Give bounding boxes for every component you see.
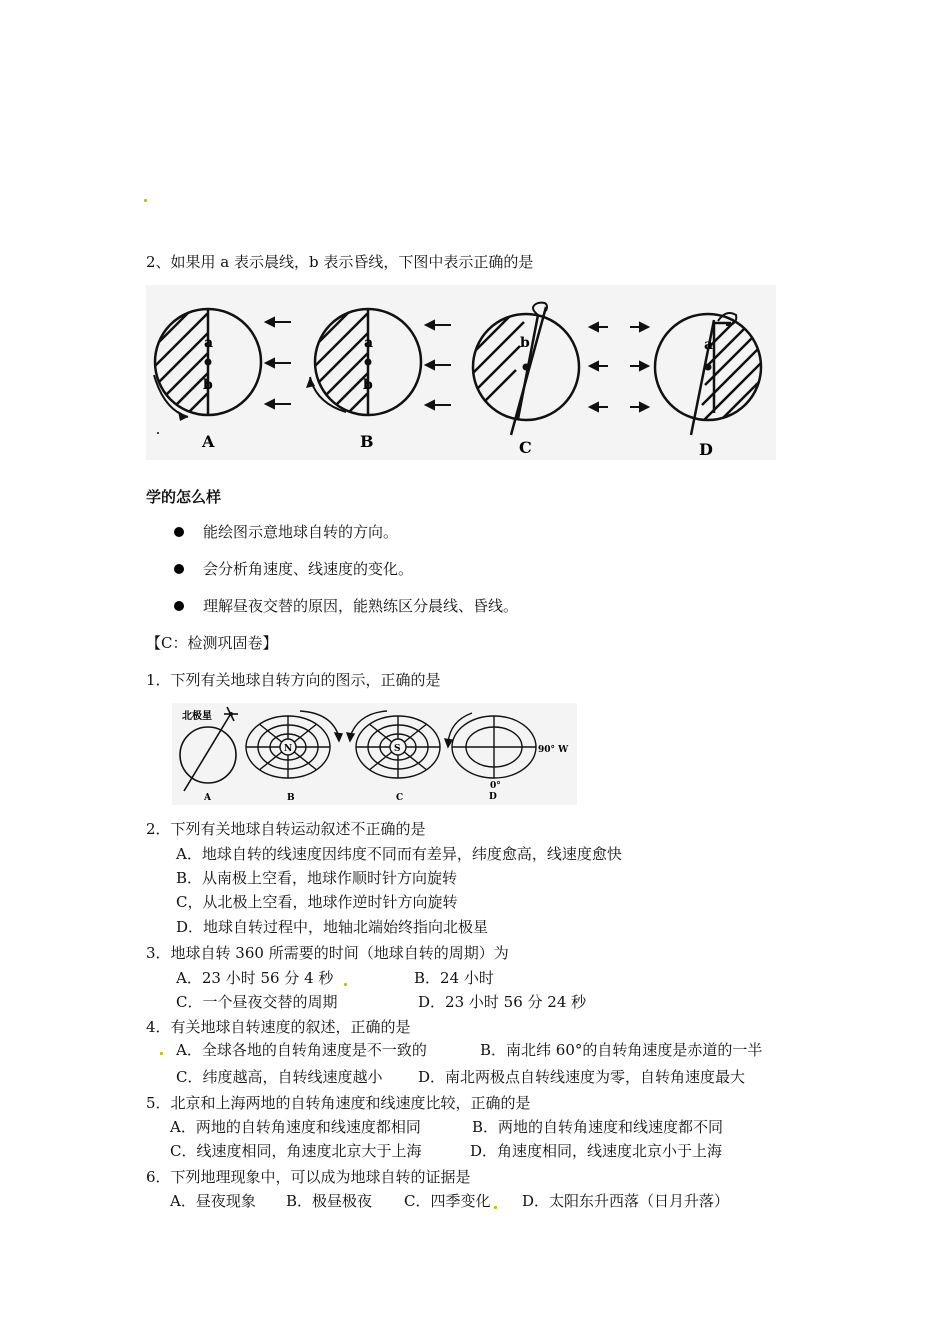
q6-option-c: C．四季变化: [404, 1192, 491, 1210]
stray-mark: [160, 1052, 163, 1055]
q2-option-b: B．从南极上空看，地球作顺时针方向旋转: [176, 869, 458, 887]
q2-header: 2、如果用 a 表示晨线，b 表示昏线，下图中表示正确的是: [146, 253, 534, 271]
bullet-icon: [174, 564, 184, 574]
q3-option-c: C．一个昼夜交替的周期: [176, 993, 338, 1011]
q2-option-d: D．地球自转过程中，地轴北端始终指向北极星: [176, 918, 489, 936]
q5-option-c: C．线速度相同，角速度北京大于上海: [170, 1142, 422, 1160]
rotation-label-a: A: [204, 793, 211, 803]
rotation-label-d: D: [489, 792, 497, 802]
bullet-item: 能绘图示意地球自转的方向。: [203, 523, 399, 541]
rotation-label-c: C: [396, 793, 404, 803]
section-c-title: 【C：检测巩固卷】: [146, 634, 278, 652]
q2-option-c: C，从北极上空看，地球作逆时针方向旋转: [176, 893, 458, 911]
label-a-point: a: [204, 335, 214, 351]
q3-option-b: B．24 小时: [414, 969, 494, 987]
q6-option-b: B．极昼极夜: [286, 1192, 373, 1210]
q4-option-a: A．全球各地的自转角速度是不一致的: [176, 1041, 427, 1059]
q2-stem: 2．下列有关地球自转运动叙述不正确的是: [146, 820, 426, 838]
north-pole-label: N: [284, 744, 293, 754]
q3-option-a: A．23 小时 56 分 4 秒: [176, 969, 334, 987]
q6-option-d: D．太阳东升西落（日月升落）: [522, 1192, 730, 1210]
stray-mark: [344, 983, 347, 986]
stray-mark: [494, 1206, 497, 1209]
label-a-point-b: a: [364, 335, 374, 351]
south-pole-label: S: [394, 744, 401, 754]
section-title: 学的怎么样: [146, 488, 222, 506]
q4-stem: 4．有关地球自转速度的叙述，正确的是: [146, 1018, 411, 1036]
label-b-point-c: b: [520, 335, 530, 351]
q3-option-d: D．23 小时 56 分 24 秒: [418, 993, 587, 1011]
q2-option-a: A．地球自转的线速度因纬度不同而有差异，纬度愈高，线速度愈快: [176, 845, 622, 863]
q5-stem: 5．北京和上海两地的自转角速度和线速度比较，正确的是: [146, 1094, 531, 1112]
diagram-a-label: A: [202, 432, 215, 451]
diagram-d-label: D: [699, 440, 713, 459]
lon-0-label: 0°: [490, 781, 501, 791]
rotation-figure: [172, 703, 577, 805]
q1-stem: 1．下列有关地球自转方向的图示，正确的是: [146, 671, 441, 689]
bullet-item: 理解昼夜交替的原因，能熟练区分晨线、昏线。: [203, 597, 519, 615]
terminator-figure: [146, 285, 776, 460]
q6-stem: 6．下列地理现象中，可以成为地球自转的证据是: [146, 1168, 471, 1186]
stray-mark: [144, 199, 147, 202]
q5-option-b: B．两地的自转角速度和线速度都不同: [472, 1118, 724, 1136]
diagram-c-label: C: [519, 438, 532, 457]
lon-90w-label: 90° W: [538, 745, 569, 755]
q4-option-d: D．南北两极点自转线速度为零，自转角速度最大: [418, 1068, 746, 1086]
label-b-point: b: [203, 377, 213, 393]
q3-stem: 3．地球自转 360 所需要的时间（地球自转的周期）为: [146, 944, 509, 962]
bullet-icon: [174, 601, 184, 611]
q5-option-d: D．角速度相同，线速度北京小于上海: [470, 1142, 723, 1160]
q4-option-b: B．南北纬 60°的自转角速度是赤道的一半: [480, 1041, 763, 1059]
label-b-point-b: b: [363, 377, 373, 393]
q4-option-c: C．纬度越高，自转线速度越小: [176, 1068, 383, 1086]
rotation-label-b: B: [287, 793, 295, 803]
q6-option-a: A．昼夜现象: [170, 1192, 256, 1210]
q5-option-a: A．两地的自转角速度和线速度都相同: [170, 1118, 421, 1136]
diagram-b-label: B: [360, 432, 374, 451]
bullet-icon: [174, 527, 184, 537]
polaris-label: 北极星: [182, 711, 212, 722]
label-a-point-d: a: [704, 337, 714, 353]
bullet-item: 会分析角速度、线速度的变化。: [203, 560, 414, 578]
